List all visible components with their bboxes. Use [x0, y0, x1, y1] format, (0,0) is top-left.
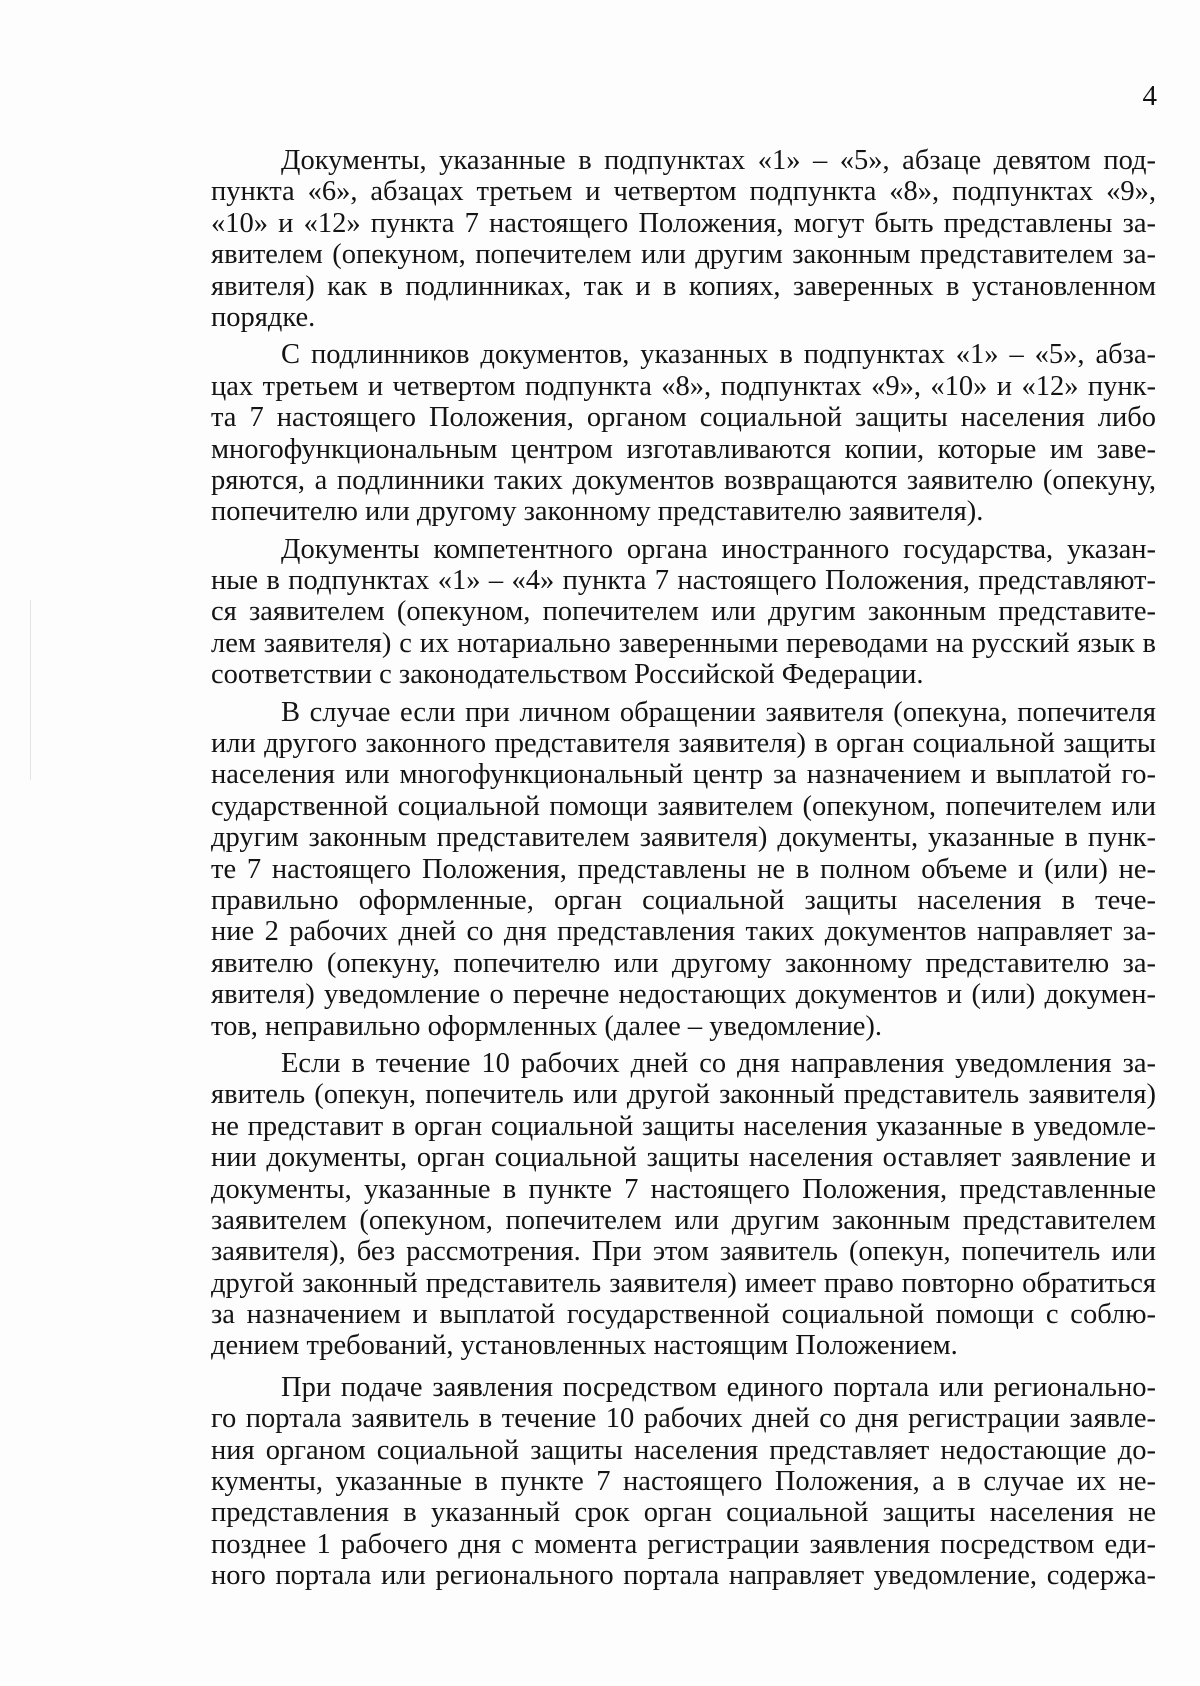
text-line: ного портала или регионального портала направляет уведомление, содержа- — [211, 1560, 1156, 1592]
text-line: Документы, указанные в подпунктах «1» – «5», абзаце девятом под- — [281, 145, 1156, 176]
paragraph — [211, 534, 1156, 691]
text-line: При подаче заявления посредством единого портала или региональнo- — [281, 1371, 1156, 1403]
text-line: правильно оформленные, орган социальной защиты населения в тече- — [211, 884, 1156, 916]
text-line: ряются, а подлинники таких документов возвращаются заявителю (опекуну, — [211, 464, 1156, 496]
text-line: явителя) как в подлинниках, так и в копиях, заверенных в установленном — [211, 270, 1156, 302]
text-line: попечителю или другому законному представителю заявителя). — [211, 496, 984, 528]
paragraph — [211, 145, 1156, 333]
text-line: за назначением и выплатой государственной социальной помощи с соблю- — [211, 1299, 1156, 1331]
text-line: Документы компетентного органа иностранного государства, указан- — [281, 533, 1156, 565]
text-line: ния органом социальной защиты населения представляет недостающие до- — [211, 1434, 1156, 1466]
paragraph — [211, 697, 1156, 1042]
text-line: представления в указанный срок орган социальной защиты населения не — [211, 1497, 1156, 1529]
text-line: Если в течение 10 рабочих дней со дня направления уведомления за- — [281, 1047, 1156, 1079]
text-line: ние 2 рабочих дней со дня представления таких документов направляет за- — [211, 916, 1156, 948]
text-line: та 7 настоящего Положения, органом социальной защиты населения либо — [211, 402, 1156, 434]
text-line: В случае если при личном обращении заявителя (опекуна, попечителя — [281, 696, 1156, 728]
text-line: кументы, указанные в пункте 7 настоящего Положения, а в случае их не- — [211, 1466, 1156, 1498]
text-line: другой законный представитель заявителя) имеет право повторно обратиться — [211, 1267, 1156, 1299]
scan-margin-mark — [30, 600, 31, 780]
text-line: заявителем (опекуном, попечителем или другим законным представителем — [211, 1204, 1156, 1236]
paragraph — [211, 1372, 1156, 1592]
text-line: лем заявителя) с их нотариально заверенными переводами на русский язык в — [211, 627, 1156, 659]
text-line: те 7 настоящего Положения, представлены не в полном объеме и (или) не- — [211, 853, 1156, 885]
text-line: «10» и «12» пункта 7 настоящего Положения, могут быть представлены за- — [211, 207, 1156, 239]
text-line: населения или многофункциональный центр за назначением и выплатой го- — [211, 759, 1156, 791]
paragraph — [211, 339, 1156, 527]
text-line: порядке. — [211, 301, 316, 333]
text-line: позднее 1 рабочего дня с момента регистрации заявления посредством еди- — [211, 1528, 1156, 1560]
text-line: соответствии с законодательством Российской Федерации. — [211, 659, 924, 691]
paragraph — [211, 1048, 1156, 1362]
text-line: другим законным представителем заявителя) документы, указанные в пунк- — [211, 822, 1156, 854]
text-line: тов, неправильно оформленных (далее – уведомление). — [211, 1010, 882, 1042]
text-line: го портала заявитель в течение 10 рабочих дней со дня регистрации заявле- — [211, 1403, 1156, 1435]
document-body — [211, 145, 1156, 1592]
text-line: С подлинников документов, указанных в подпунктах «1» – «5», абза- — [281, 339, 1156, 371]
text-line: ся заявителем (опекуном, попечителем или другим законным представите- — [211, 596, 1156, 628]
text-line: цах третьем и четвертом подпункта «8», подпунктах «9», «10» и «12» пунк- — [211, 370, 1156, 402]
text-line: явитель (опекун, попечитель или другой законный представитель заявителя) — [211, 1079, 1156, 1111]
text-line: или другого законного представителя заявителя) в орган социальной защиты — [211, 728, 1156, 760]
text-line: явителя) уведомление о перечне недостающих документов и (или) докумен- — [211, 979, 1156, 1011]
text-line: документы, указанные в пункте 7 настоящего Положения, представленные — [211, 1173, 1156, 1205]
text-line: сударственной социальной помощи заявителем (опекуном, попечителем или — [211, 790, 1156, 822]
text-line: явителем (опекуном, попечителем или другим законным представителем за- — [211, 239, 1156, 271]
text-line: пункта «6», абзацах третьем и четвертом подпункта «8», подпунктах «9», — [211, 176, 1156, 208]
text-line: не представит в орган социальной защиты населения указанные в уведомле- — [211, 1110, 1156, 1142]
page-number: 4 — [1142, 80, 1157, 112]
text-line: дением требований, установленных настоящим Положением. — [211, 1330, 958, 1362]
text-line: нии документы, орган социальной защиты населения оставляет заявление и — [211, 1142, 1156, 1174]
text-line: явителю (опекуну, попечителю или другому законному представителю за- — [211, 947, 1156, 979]
text-line: многофункциональным центром изготавливаются копии, которые им заве- — [211, 433, 1156, 465]
text-line: ные в подпунктах «1» – «4» пункта 7 настоящего Положения, представляют- — [211, 565, 1156, 597]
text-line: заявителя), без рассмотрения. При этом заявитель (опекун, попечитель или — [211, 1236, 1156, 1268]
